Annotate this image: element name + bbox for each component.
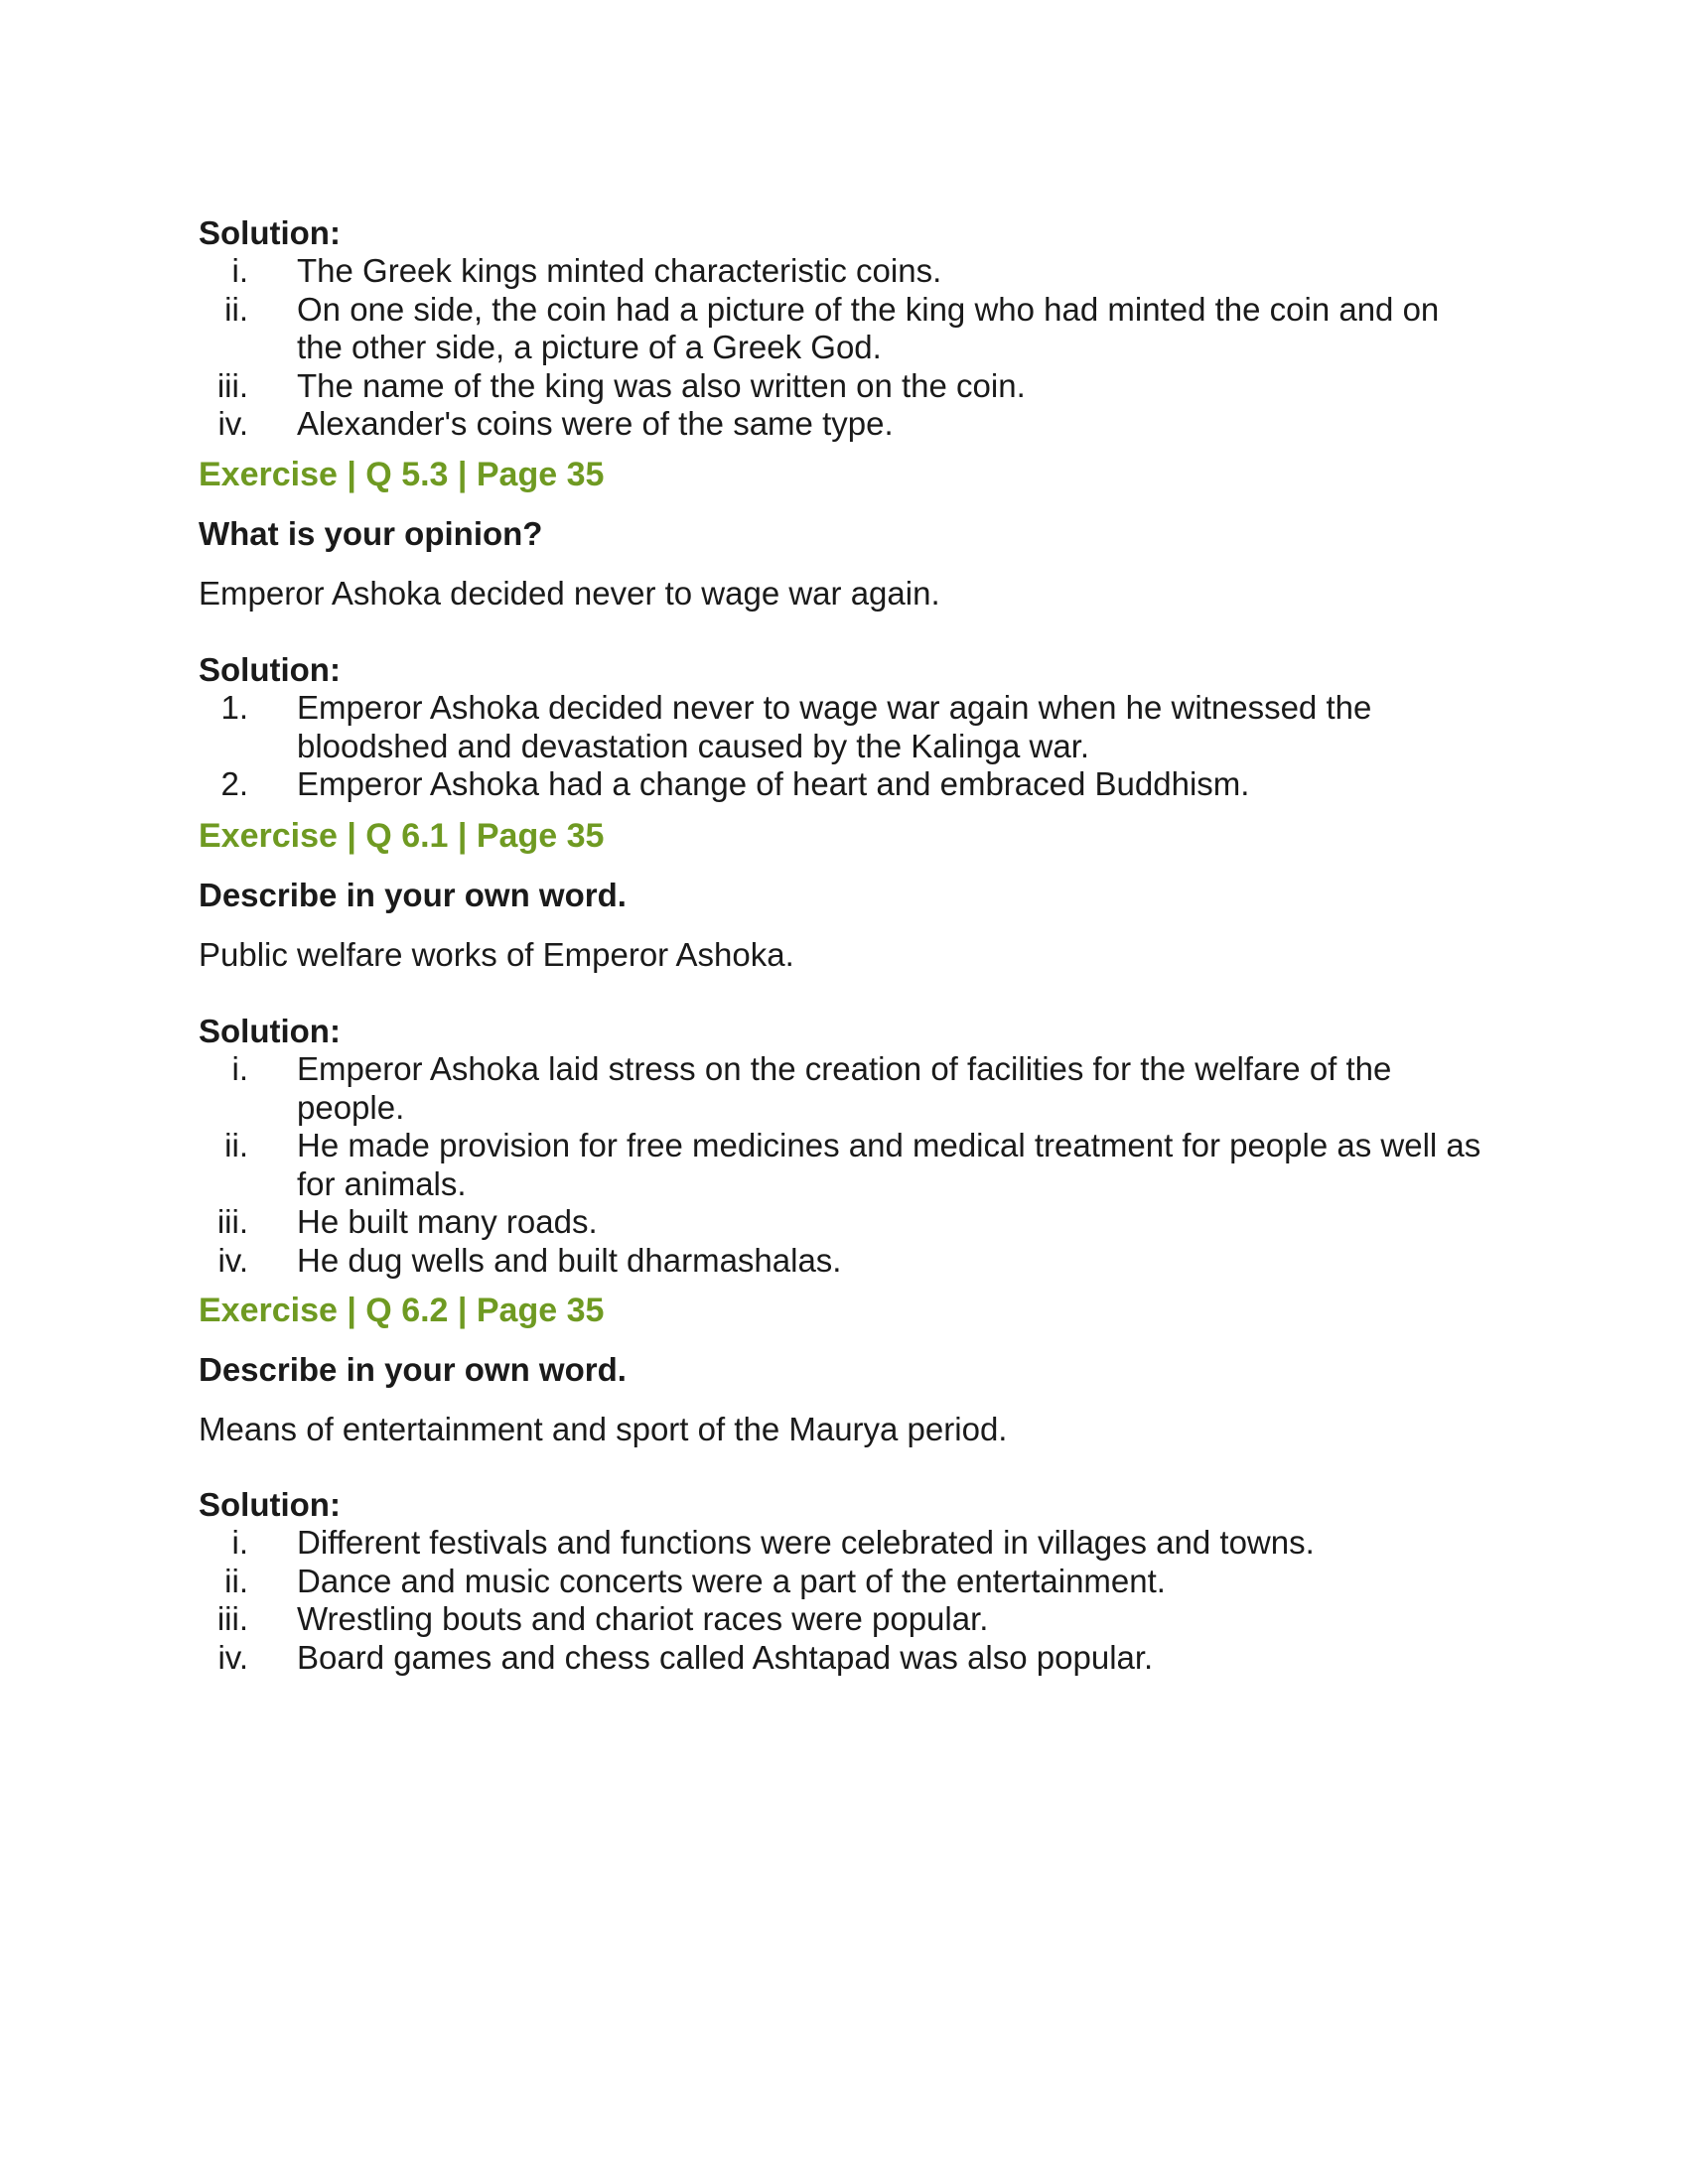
question-text: Emperor Ashoka decided never to wage war again. [199, 575, 940, 612]
list-item [199, 689, 1489, 765]
solution-list-1 [199, 252, 1489, 444]
list-item [199, 367, 1489, 406]
exercise-heading: Exercise | Q 6.2 | Page 35 [199, 1292, 605, 1329]
exercise-heading-q6-2-wrap [199, 1291, 1489, 1330]
solution-block-1 [199, 214, 1489, 444]
solution-block-3 [199, 1013, 1489, 1280]
exercise-heading-q6-1-wrap [199, 816, 1489, 856]
solution-block-2 [199, 651, 1489, 804]
question-title: Describe in your own word. [199, 877, 627, 913]
question-text: Public welfare works of Emperor Ashoka. [199, 936, 794, 973]
list-item-text: On one side, the coin had a picture of the king who had minted the coin and on the other side, a picture of a Greek God. [297, 290, 1440, 365]
list-marker: iv. [217, 1638, 248, 1676]
list-item-text: Emperor Ashoka laid stress on the creation of facilities for the welfare of the people. [297, 1050, 1392, 1126]
exercise-heading: Exercise | Q 6.1 | Page 35 [199, 817, 605, 855]
list-item-text: He made provision for free medicines and medical treatment for people as well as for animals. [297, 1127, 1481, 1202]
list-item [199, 1127, 1489, 1203]
list-item [199, 1524, 1489, 1563]
list-item [199, 252, 1489, 291]
list-marker: iii. [216, 366, 248, 404]
list-item [199, 1600, 1489, 1639]
list-marker: i. [231, 1524, 248, 1561]
list-item-text: Different festivals and functions were celebrated in villages and towns. [297, 1524, 1315, 1561]
exercise-heading-q5-3-wrap [199, 455, 1489, 494]
list-item [199, 1639, 1489, 1678]
list-item-text: Dance and music concerts were a part of the entertainment. [297, 1562, 1166, 1599]
list-marker: i. [231, 1050, 248, 1087]
solution-list-3 [199, 1050, 1489, 1280]
list-marker: iv. [217, 1241, 248, 1279]
list-item-text: The name of the king was also written on the coin. [297, 366, 1026, 404]
question-title: What is your opinion? [199, 515, 543, 552]
list-marker: iii. [216, 1600, 248, 1637]
list-item [199, 765, 1489, 804]
solution-label: Solution: [199, 1013, 341, 1049]
list-item-text: Emperor Ashoka had a change of heart and embraced Buddhism. [297, 765, 1250, 802]
solution-list-2 [199, 689, 1489, 804]
list-marker: ii. [224, 290, 248, 328]
solution-label: Solution: [199, 1486, 341, 1523]
question-title-wrap [199, 514, 1489, 554]
list-item-text: He built many roads. [297, 1203, 598, 1240]
list-marker: 1. [220, 689, 248, 726]
question-text-wrap [199, 1410, 1489, 1449]
exercise-heading: Exercise | Q 5.3 | Page 35 [199, 456, 605, 493]
list-item [199, 291, 1489, 367]
solution-list-4 [199, 1524, 1489, 1677]
list-item [199, 1563, 1489, 1601]
list-item [199, 1242, 1489, 1281]
question-text: Means of entertainment and sport of the Maurya period. [199, 1411, 1008, 1447]
list-marker: ii. [224, 1127, 248, 1163]
list-item-text: The Greek kings minted characteristic coins. [297, 252, 942, 289]
question-title-wrap [199, 1350, 1489, 1390]
list-marker: 2. [220, 765, 248, 802]
question-title: Describe in your own word. [199, 1351, 627, 1388]
list-marker: ii. [224, 1562, 248, 1599]
list-item-text: Wrestling bouts and chariot races were popular. [297, 1600, 989, 1637]
list-marker: iii. [216, 1203, 248, 1240]
list-item-text: Emperor Ashoka decided never to wage war again when he witnessed the bloodshed and devastation caused by the Kalinga war. [297, 689, 1372, 764]
solution-label: Solution: [199, 214, 341, 251]
list-item-text: Board games and chess called Ashtapad was also popular. [297, 1638, 1154, 1676]
solution-block-4 [199, 1486, 1489, 1677]
question-text-wrap [199, 935, 1489, 975]
list-item [199, 1050, 1489, 1127]
question-title-wrap [199, 876, 1489, 915]
list-item [199, 1203, 1489, 1242]
list-item [199, 405, 1489, 444]
solution-label: Solution: [199, 651, 341, 688]
question-text-wrap [199, 574, 1489, 614]
list-item-text: He dug wells and built dharmashalas. [297, 1241, 842, 1279]
list-marker: i. [231, 252, 248, 289]
list-marker: iv. [217, 405, 248, 442]
list-item-text: Alexander's coins were of the same type. [297, 405, 894, 442]
